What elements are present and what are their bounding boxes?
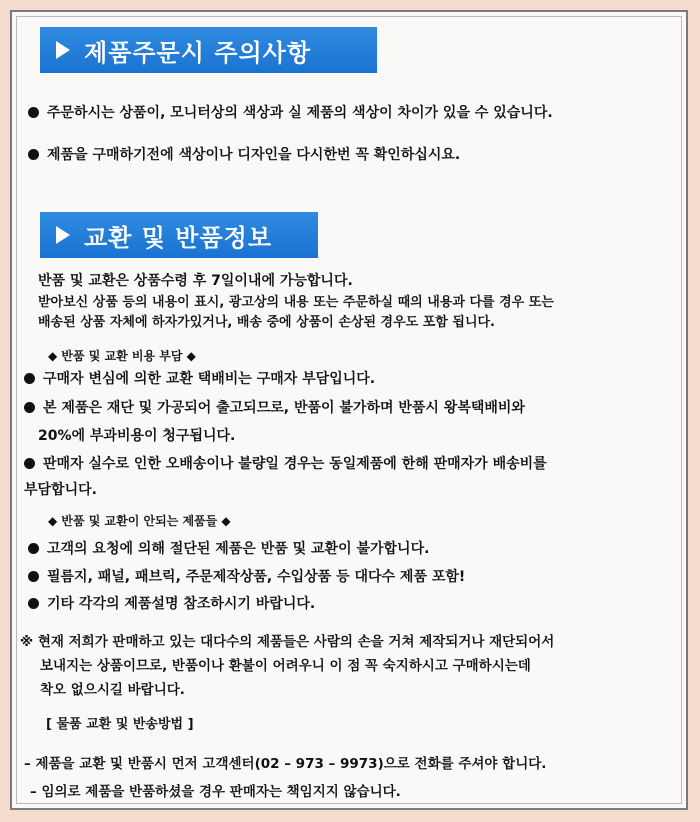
exchange-banner: [40, 212, 318, 258]
bullet-icon: [28, 571, 39, 582]
caution-banner: [40, 27, 377, 73]
cost-item-2b: 20%에 부과비용이 청구됩니다.: [38, 428, 236, 444]
method-item-2: – 임의로 제품을 반품하셨을 경우 판매자는 책임지지 않습니다.: [30, 784, 401, 800]
caution-item-1: 주문하시는 상품이, 모니터상의 색상과 실 제품의 색상이 차이가 있을 수 있습니다.: [28, 104, 553, 122]
exchange-title: 교환 및 반품정보: [84, 223, 272, 252]
note-line-2: 보내지는 상품이므로, 반품이나 환불이 어려우니 이 점 꼭 숙지하시고 구매하시는데: [40, 658, 531, 674]
method-heading: [ 물품 교환 및 반송방법 ]: [46, 717, 194, 732]
bullet-icon: [28, 598, 39, 609]
bullet-icon: [24, 402, 35, 413]
method-item-1: – 제품을 교환 및 반품시 먼저 고객센터(02 – 973 – 9973)으로 전화를 주셔야 합니다.: [24, 756, 547, 772]
cost-heading: ◆ 반품 및 교환 비용 부담 ◆: [48, 349, 196, 363]
bullet-icon: [28, 149, 39, 160]
play-triangle-icon: [56, 226, 70, 244]
caution-item-2: 제품을 구매하기전에 색상이나 디자인을 다시한번 꼭 확인하십시요.: [28, 146, 460, 164]
bullet-icon: [28, 543, 39, 554]
no-return-item-3: 기타 각각의 제품설명 참조하시기 바랍니다.: [28, 595, 315, 613]
bullet-icon: [28, 107, 39, 118]
play-triangle-icon: [56, 41, 70, 59]
cost-item-2a: 본 제품은 재단 및 가공되어 출고되므로, 반품이 불가하며 반품시 왕복택배비와: [24, 399, 525, 417]
no-return-heading: ◆ 반품 및 교환이 안되는 제품들 ◆: [48, 514, 231, 528]
no-return-item-2: 필름지, 패널, 패브릭, 주문제작상품, 수입상품 등 대다수 제품 포함!: [28, 568, 465, 586]
cost-item-1: 구매자 변심에 의한 교환 택배비는 구매자 부담입니다.: [24, 370, 375, 388]
bullet-icon: [24, 373, 35, 384]
no-return-item-1: 고객의 요청에 의해 절단된 제품은 반품 및 교환이 불가합니다.: [28, 540, 429, 558]
exchange-intro-1: 반품 및 교환은 상품수령 후 7일이내에 가능합니다.: [38, 273, 353, 289]
bullet-icon: [24, 458, 35, 469]
caution-title: 제품주문시 주의사항: [84, 38, 312, 67]
cost-item-3b: 부담합니다.: [24, 482, 97, 498]
cost-item-3a: 판매자 실수로 인한 오배송이나 불량일 경우는 동일제품에 한해 판매자가 배송비를: [24, 455, 547, 473]
note-line-1: ※ 현재 저희가 판매하고 있는 대다수의 제품들은 사람의 손을 거쳐 제작되거나 재단되어서: [20, 634, 555, 650]
note-line-3: 착오 없으시길 바랍니다.: [40, 682, 185, 698]
exchange-intro-3: 배송된 상품 자체에 하자가있거나, 배송 중에 상품이 손상된 경우도 포함 됩니다.: [38, 315, 495, 330]
exchange-intro-2: 받아보신 상품 등의 내용이 표시, 광고상의 내용 또는 주문하실 때의 내용과 다를 경우 또는: [38, 295, 554, 310]
